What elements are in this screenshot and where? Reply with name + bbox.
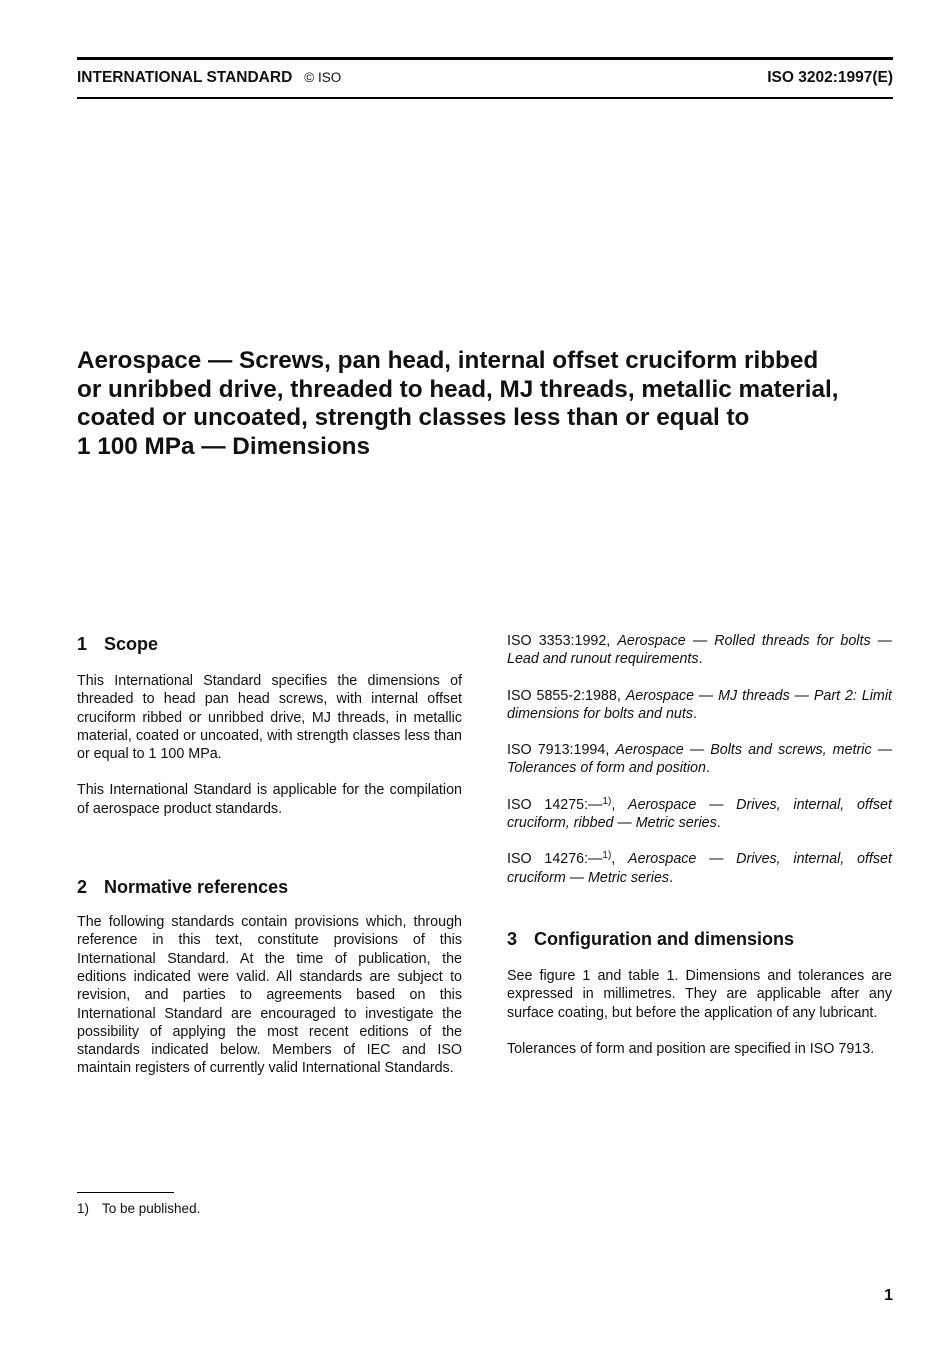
- section-heading-normative-references: [77, 875, 462, 899]
- reference-code: ISO 7913:1994,: [507, 742, 610, 759]
- section-heading-scope: [77, 632, 462, 656]
- scope-paragraph-1: This International Standard specifies the dimensions of threaded to head pan head screws, with internal offset cruciform ribbed or unribbed drive, MJ threads, in metallic material, coated or uncoated, with strength classes less than or equal to 1 100 MPa.: [77, 673, 462, 763]
- section-heading-configuration: [507, 927, 892, 951]
- header-doc-type: [77, 69, 341, 87]
- footnote-marker: 1): [602, 850, 612, 862]
- section-title: Configuration and dimensions: [534, 928, 794, 949]
- reference-item: ISO 14276:—$^{1)}$, Aerospace — Drives, internal, offset cruciform — Metric series.: [507, 850, 892, 886]
- normative-paragraph: The following standards contain provisions which, through reference in this text, constitute provisions of this International Standard. At the time of publication, the editions indicated were valid. All standards are subject to revision, and parties to agreements based on this International Standard are encouraged to investigate the possibility of applying the most recent editions of the standards indicated below. Members of IEC and ISO maintain registers of currently valid International Standards.: [77, 914, 462, 1077]
- section-title: Scope: [104, 634, 159, 654]
- footnote-number: 1): [77, 1201, 90, 1216]
- scope-paragraph-2: This International Standard is applicable for the compilation of aerospace product standards.: [77, 782, 462, 817]
- page-number: 1: [884, 1287, 893, 1304]
- reference-item: ISO 7913:1994, Aerospace — Bolts and screws, metric — Tolerances of form and position.: [507, 742, 892, 777]
- header-doc-id: ISO 3202:1997(E): [767, 69, 893, 86]
- reference-title: Aerospace — Drives, internal, offset cruciform, ribbed — Metric series: [507, 796, 892, 832]
- copyright-label: © ISO: [304, 70, 342, 85]
- title-line: Aerospace — Screws, pan head, internal offset cruciform ribbed: [77, 347, 819, 374]
- reference-code: ISO 5855-2:1988,: [507, 687, 621, 704]
- header-bottom-rule: [77, 97, 893, 99]
- reference-item: ISO 5855-2:1988, Aerospace — MJ threads — Part 2: Limit dimensions for bolts and nuts.: [507, 687, 892, 722]
- config-paragraph-1: See figure 1 and table 1. Dimensions and tolerances are expressed in millimetres. They are applicable after any surface coating, but before the application of any lubricant.: [507, 967, 892, 1021]
- footnote-marker: 1): [602, 795, 612, 807]
- reference-code: ISO 3353:1992,: [507, 633, 611, 649]
- title-line: coated or uncoated, strength classes less than or equal to: [77, 404, 750, 431]
- reference-item: ISO 3353:1992, Aerospace — Rolled threads for bolts — Lead and runout requirements.: [507, 633, 892, 668]
- section-number: 2: [77, 877, 88, 898]
- reference-title: Aerospace — Drives, internal, offset cruciform — Metric series: [507, 851, 892, 886]
- title-line: 1 100 MPa — Dimensions: [77, 432, 371, 460]
- footnote-rule: [77, 1192, 174, 1193]
- reference-item: ISO 14275:—$^{1)}$, Aerospace — Drives, internal, offset cruciform, ribbed — Metric series.: [507, 795, 892, 832]
- section-title: Normative references: [104, 877, 289, 898]
- reference-title: Aerospace — Bolts and screws, metric — Tolerances of form and position: [507, 742, 892, 777]
- config-paragraph-2: Tolerances of form and position are specified in ISO 7913.: [507, 1040, 875, 1057]
- right-column: [507, 632, 892, 1058]
- left-column: [77, 632, 462, 1078]
- footnote: [77, 1201, 200, 1216]
- reference-title: Aerospace — Rolled threads for bolts — Lead and runout requirements: [507, 633, 892, 668]
- footnote-text: To be published.: [102, 1201, 201, 1216]
- document-title: [77, 347, 907, 461]
- header-top-rule: [77, 57, 893, 60]
- reference-code: ISO 14276:—: [507, 851, 603, 868]
- reference-code: ISO 14275:—: [507, 796, 603, 813]
- doc-type-label: INTERNATIONAL STANDARD: [77, 69, 293, 86]
- section-number: 3: [507, 928, 518, 949]
- title-line: or unribbed drive, threaded to head, MJ threads, metallic material,: [77, 375, 839, 403]
- reference-title: Aerospace — MJ threads — Part 2: Limit dimensions for bolts and nuts: [507, 687, 892, 722]
- section-number: 1: [77, 634, 88, 654]
